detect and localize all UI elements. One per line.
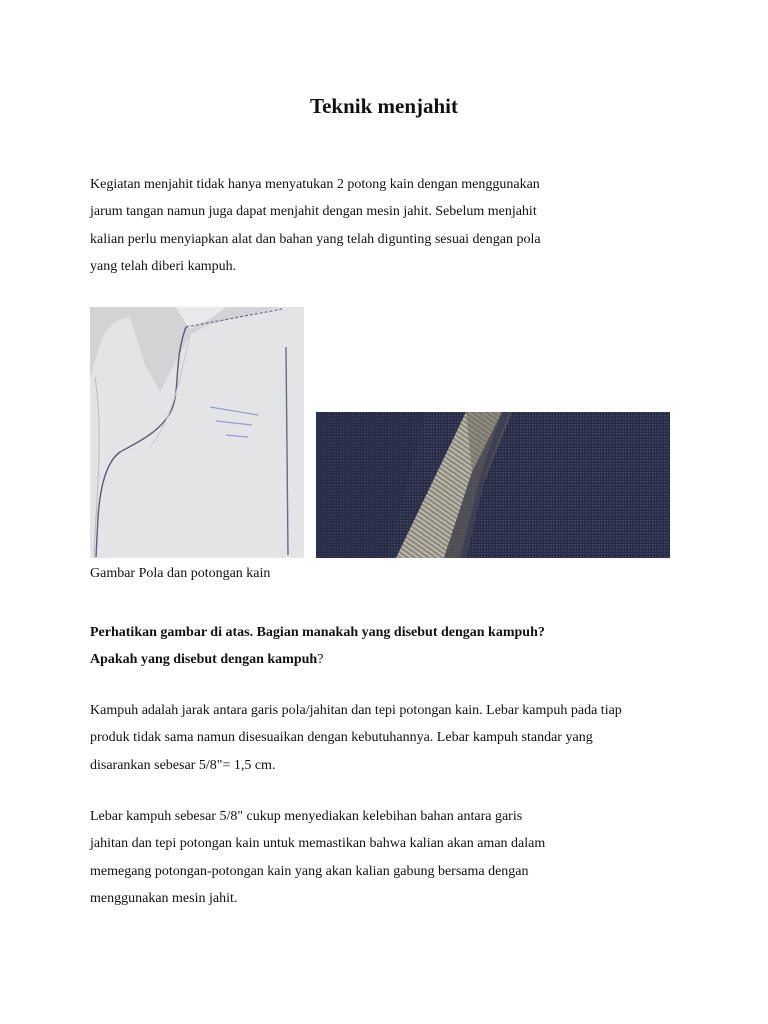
figure-caption: Gambar Pola dan potongan kain [90,566,271,581]
question-paragraph [90,619,690,674]
text-line: jahitan dan tepi potongan kain untuk memastikan bahwa kalian akan aman dalam [90,836,546,852]
pattern-photo [90,307,304,558]
text-line: jarum tangan namun juga dapat menjahit dengan mesin jahit. Sebelum menjahit [90,204,537,220]
intro-paragraph [90,171,690,280]
text-line: Kampuh adalah jarak antara garis pola/jahitan dan tepi potongan kain. Lebar kampuh pada tiap [90,703,622,718]
text-line: disarankan sebesar 5/8"= 1,5 cm. [90,757,276,773]
question-line: Perhatikan gambar di atas. Bagian manakah yang disebut dengan kampuh? [90,625,545,640]
definition-paragraph [90,697,690,779]
fabric-photo [316,412,670,558]
question-mark: ? [317,652,324,668]
page-title: Teknik menjahit [309,94,458,118]
text-line: menggunakan mesin jahit. [90,890,238,906]
text-line: yang telah diberi kampuh. [90,258,237,274]
question-line [90,646,690,673]
text-line: Lebar kampuh sebesar 5/8" cukup menyediakan kelebihan bahan antara garis [90,809,523,824]
text-line: memegang potongan-potongan kain yang akan kalian gabung bersama dengan [90,863,529,879]
explanation-paragraph [90,803,690,912]
text-line: produk tidak sama namun disesuaikan dengan kebutuhannya. Lebar kampuh standar yang [90,730,593,746]
text-line: kalian perlu menyiapkan alat dan bahan yang telah digunting sesuai dengan pola [90,231,541,247]
question-text: Apakah yang disebut dengan kampuh [90,652,318,668]
text-line: Kegiatan menjahit tidak hanya menyatukan 2 potong kain dengan menggunakan [90,177,540,192]
